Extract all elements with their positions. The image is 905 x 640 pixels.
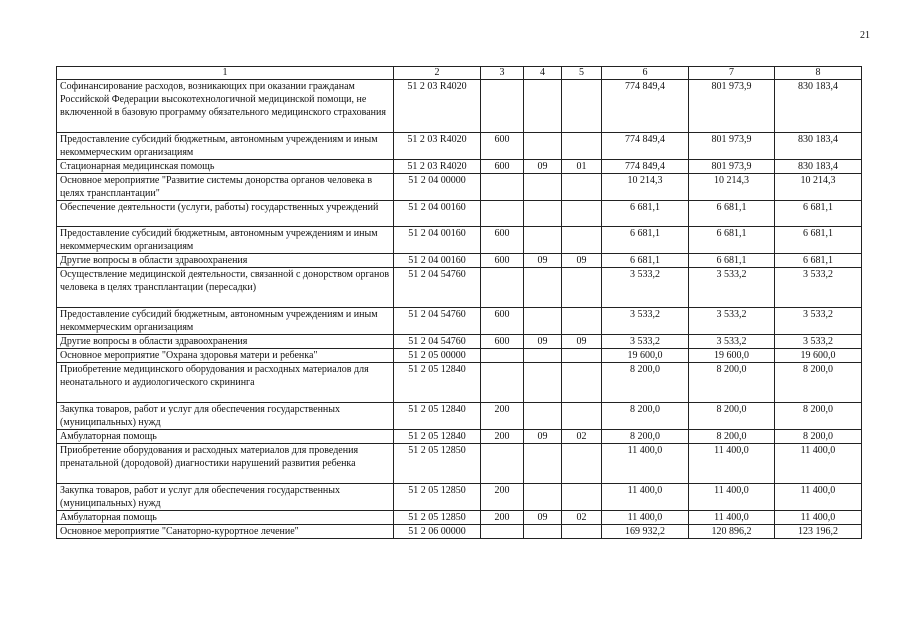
table-row xyxy=(57,403,862,430)
table-row xyxy=(57,268,862,308)
table-row xyxy=(57,430,862,444)
item-code: 51 2 05 12850 xyxy=(394,511,481,525)
section-code: 09 xyxy=(524,335,562,349)
amount-year-1: 3 533,2 xyxy=(602,308,689,335)
expense-type: 200 xyxy=(481,511,524,525)
amount-year-3: 8 200,0 xyxy=(775,403,862,430)
subsection-code xyxy=(562,308,602,335)
table-row xyxy=(57,363,862,403)
subsection-code: 01 xyxy=(562,160,602,174)
item-code: 51 2 04 54760 xyxy=(394,268,481,308)
table-row xyxy=(57,174,862,201)
section-code xyxy=(524,525,562,539)
table-row xyxy=(57,444,862,484)
amount-year-3: 3 533,2 xyxy=(775,268,862,308)
amount-year-1: 11 400,0 xyxy=(602,484,689,511)
expense-type xyxy=(481,444,524,484)
item-name: Другие вопросы в области здравоохранения xyxy=(57,254,394,268)
item-code: 51 2 04 00160 xyxy=(394,227,481,254)
section-code: 09 xyxy=(524,160,562,174)
item-name: Основное мероприятие "Охрана здоровья матери и ребенка" xyxy=(57,349,394,363)
item-name: Закупка товаров, работ и услуг для обеспечения государственных (муниципальных) нужд xyxy=(57,484,394,511)
section-code xyxy=(524,308,562,335)
item-name: Закупка товаров, работ и услуг для обеспечения государственных (муниципальных) нужд xyxy=(57,403,394,430)
item-code: 51 2 04 00160 xyxy=(394,254,481,268)
item-code: 51 2 03 R4020 xyxy=(394,160,481,174)
amount-year-2: 6 681,1 xyxy=(689,254,775,268)
item-code: 51 2 05 12840 xyxy=(394,363,481,403)
expense-type: 600 xyxy=(481,133,524,160)
item-name: Амбулаторная помощь xyxy=(57,430,394,444)
amount-year-1: 6 681,1 xyxy=(602,201,689,227)
expense-type: 600 xyxy=(481,308,524,335)
amount-year-1: 774 849,4 xyxy=(602,80,689,133)
subsection-code xyxy=(562,444,602,484)
amount-year-1: 6 681,1 xyxy=(602,254,689,268)
subsection-code: 02 xyxy=(562,430,602,444)
subsection-code xyxy=(562,349,602,363)
item-code: 51 2 05 00000 xyxy=(394,349,481,363)
item-code: 51 2 05 12850 xyxy=(394,444,481,484)
amount-year-3: 3 533,2 xyxy=(775,335,862,349)
item-code: 51 2 04 54760 xyxy=(394,335,481,349)
column-header: 3 xyxy=(481,67,524,80)
section-code xyxy=(524,363,562,403)
amount-year-3: 11 400,0 xyxy=(775,484,862,511)
subsection-code xyxy=(562,227,602,254)
section-code xyxy=(524,201,562,227)
item-code: 51 2 04 00000 xyxy=(394,174,481,201)
amount-year-3: 8 200,0 xyxy=(775,430,862,444)
amount-year-1: 8 200,0 xyxy=(602,430,689,444)
expense-type: 600 xyxy=(481,335,524,349)
item-name: Осуществление медицинской деятельности, связанной с донорством органов человека в целях трансплантации (пересадки) xyxy=(57,268,394,308)
amount-year-1: 11 400,0 xyxy=(602,444,689,484)
expense-type: 600 xyxy=(481,160,524,174)
amount-year-1: 6 681,1 xyxy=(602,227,689,254)
column-header: 8 xyxy=(775,67,862,80)
amount-year-2: 3 533,2 xyxy=(689,335,775,349)
header-row xyxy=(57,67,862,80)
amount-year-2: 3 533,2 xyxy=(689,268,775,308)
amount-year-3: 11 400,0 xyxy=(775,511,862,525)
item-code: 51 2 04 54760 xyxy=(394,308,481,335)
subsection-code xyxy=(562,363,602,403)
amount-year-3: 830 183,4 xyxy=(775,133,862,160)
amount-year-1: 774 849,4 xyxy=(602,133,689,160)
amount-year-2: 11 400,0 xyxy=(689,511,775,525)
item-code: 51 2 03 R4020 xyxy=(394,133,481,160)
section-code xyxy=(524,174,562,201)
expense-type xyxy=(481,268,524,308)
subsection-code xyxy=(562,268,602,308)
expense-type xyxy=(481,363,524,403)
amount-year-3: 11 400,0 xyxy=(775,444,862,484)
table-row xyxy=(57,160,862,174)
subsection-code: 02 xyxy=(562,511,602,525)
subsection-code xyxy=(562,201,602,227)
expense-type xyxy=(481,525,524,539)
item-name: Предоставление субсидий бюджетным, автономным учреждениям и иным некоммерческим организациям xyxy=(57,133,394,160)
section-code: 09 xyxy=(524,511,562,525)
item-name: Приобретение медицинского оборудования и расходных материалов для неонатального и аудиологического скрининга xyxy=(57,363,394,403)
item-code: 51 2 06 00000 xyxy=(394,525,481,539)
table-row xyxy=(57,227,862,254)
amount-year-1: 3 533,2 xyxy=(602,268,689,308)
table-row xyxy=(57,484,862,511)
amount-year-2: 8 200,0 xyxy=(689,403,775,430)
amount-year-2: 8 200,0 xyxy=(689,363,775,403)
item-name: Основное мероприятие "Развитие системы донорства органов человека в целях трансплантации" xyxy=(57,174,394,201)
section-code: 09 xyxy=(524,430,562,444)
subsection-code xyxy=(562,403,602,430)
item-name: Основное мероприятие "Санаторно-курортное лечение" xyxy=(57,525,394,539)
amount-year-3: 3 533,2 xyxy=(775,308,862,335)
column-header: 5 xyxy=(562,67,602,80)
expense-type: 600 xyxy=(481,227,524,254)
amount-year-2: 801 973,9 xyxy=(689,133,775,160)
item-name: Другие вопросы в области здравоохранения xyxy=(57,335,394,349)
amount-year-2: 6 681,1 xyxy=(689,227,775,254)
amount-year-3: 10 214,3 xyxy=(775,174,862,201)
table-row xyxy=(57,349,862,363)
section-code xyxy=(524,227,562,254)
column-header: 2 xyxy=(394,67,481,80)
expense-type: 600 xyxy=(481,254,524,268)
item-name: Предоставление субсидий бюджетным, автономным учреждениям и иным некоммерческим организациям xyxy=(57,227,394,254)
item-code: 51 2 05 12840 xyxy=(394,430,481,444)
amount-year-3: 6 681,1 xyxy=(775,227,862,254)
table-row xyxy=(57,201,862,227)
amount-year-1: 8 200,0 xyxy=(602,363,689,403)
subsection-code xyxy=(562,80,602,133)
column-header: 6 xyxy=(602,67,689,80)
item-name: Приобретение оборудования и расходных материалов для проведения пренатальной (дородовой) диагностики нарушений развития ребенка xyxy=(57,444,394,484)
amount-year-2: 11 400,0 xyxy=(689,444,775,484)
amount-year-2: 801 973,9 xyxy=(689,160,775,174)
column-header: 7 xyxy=(689,67,775,80)
table-row xyxy=(57,254,862,268)
item-name: Предоставление субсидий бюджетным, автономным учреждениям и иным некоммерческим организациям xyxy=(57,308,394,335)
table-row xyxy=(57,525,862,539)
subsection-code xyxy=(562,174,602,201)
amount-year-1: 8 200,0 xyxy=(602,403,689,430)
amount-year-2: 10 214,3 xyxy=(689,174,775,201)
expense-type xyxy=(481,349,524,363)
column-header: 1 xyxy=(57,67,394,80)
expense-type: 200 xyxy=(481,484,524,511)
subsection-code: 09 xyxy=(562,335,602,349)
amount-year-2: 801 973,9 xyxy=(689,80,775,133)
section-code: 09 xyxy=(524,254,562,268)
table-row xyxy=(57,80,862,133)
item-name: Стационарная медицинская помощь xyxy=(57,160,394,174)
item-code: 51 2 04 00160 xyxy=(394,201,481,227)
budget-table xyxy=(56,66,862,539)
subsection-code: 09 xyxy=(562,254,602,268)
column-header: 4 xyxy=(524,67,562,80)
expense-type: 200 xyxy=(481,430,524,444)
amount-year-2: 120 896,2 xyxy=(689,525,775,539)
table-row xyxy=(57,335,862,349)
item-code: 51 2 03 R4020 xyxy=(394,80,481,133)
amount-year-3: 830 183,4 xyxy=(775,80,862,133)
expense-type: 200 xyxy=(481,403,524,430)
item-code: 51 2 05 12840 xyxy=(394,403,481,430)
amount-year-1: 10 214,3 xyxy=(602,174,689,201)
amount-year-3: 6 681,1 xyxy=(775,201,862,227)
amount-year-2: 11 400,0 xyxy=(689,484,775,511)
amount-year-2: 3 533,2 xyxy=(689,308,775,335)
amount-year-3: 19 600,0 xyxy=(775,349,862,363)
amount-year-3: 123 196,2 xyxy=(775,525,862,539)
section-code xyxy=(524,80,562,133)
table-row xyxy=(57,133,862,160)
item-name: Софинансирование расходов, возникающих при оказании гражданам Российской Федерации высокотехнологичной медицинской помощи, не включенной в базовую программу обязательного медицинского страхования xyxy=(57,80,394,133)
item-code: 51 2 05 12850 xyxy=(394,484,481,511)
amount-year-3: 830 183,4 xyxy=(775,160,862,174)
amount-year-1: 19 600,0 xyxy=(602,349,689,363)
amount-year-1: 11 400,0 xyxy=(602,511,689,525)
section-code xyxy=(524,268,562,308)
section-code xyxy=(524,403,562,430)
page-number: 21 xyxy=(860,30,870,41)
amount-year-1: 3 533,2 xyxy=(602,335,689,349)
item-name: Обеспечение деятельности (услуги, работы) государственных учреждений xyxy=(57,201,394,227)
subsection-code xyxy=(562,133,602,160)
amount-year-1: 169 932,2 xyxy=(602,525,689,539)
subsection-code xyxy=(562,525,602,539)
amount-year-2: 6 681,1 xyxy=(689,201,775,227)
amount-year-2: 8 200,0 xyxy=(689,430,775,444)
table-row xyxy=(57,308,862,335)
section-code xyxy=(524,484,562,511)
amount-year-3: 8 200,0 xyxy=(775,363,862,403)
table-row xyxy=(57,511,862,525)
section-code xyxy=(524,133,562,160)
section-code xyxy=(524,444,562,484)
expense-type xyxy=(481,80,524,133)
amount-year-3: 6 681,1 xyxy=(775,254,862,268)
amount-year-1: 774 849,4 xyxy=(602,160,689,174)
item-name: Амбулаторная помощь xyxy=(57,511,394,525)
section-code xyxy=(524,349,562,363)
subsection-code xyxy=(562,484,602,511)
expense-type xyxy=(481,174,524,201)
amount-year-2: 19 600,0 xyxy=(689,349,775,363)
expense-type xyxy=(481,201,524,227)
